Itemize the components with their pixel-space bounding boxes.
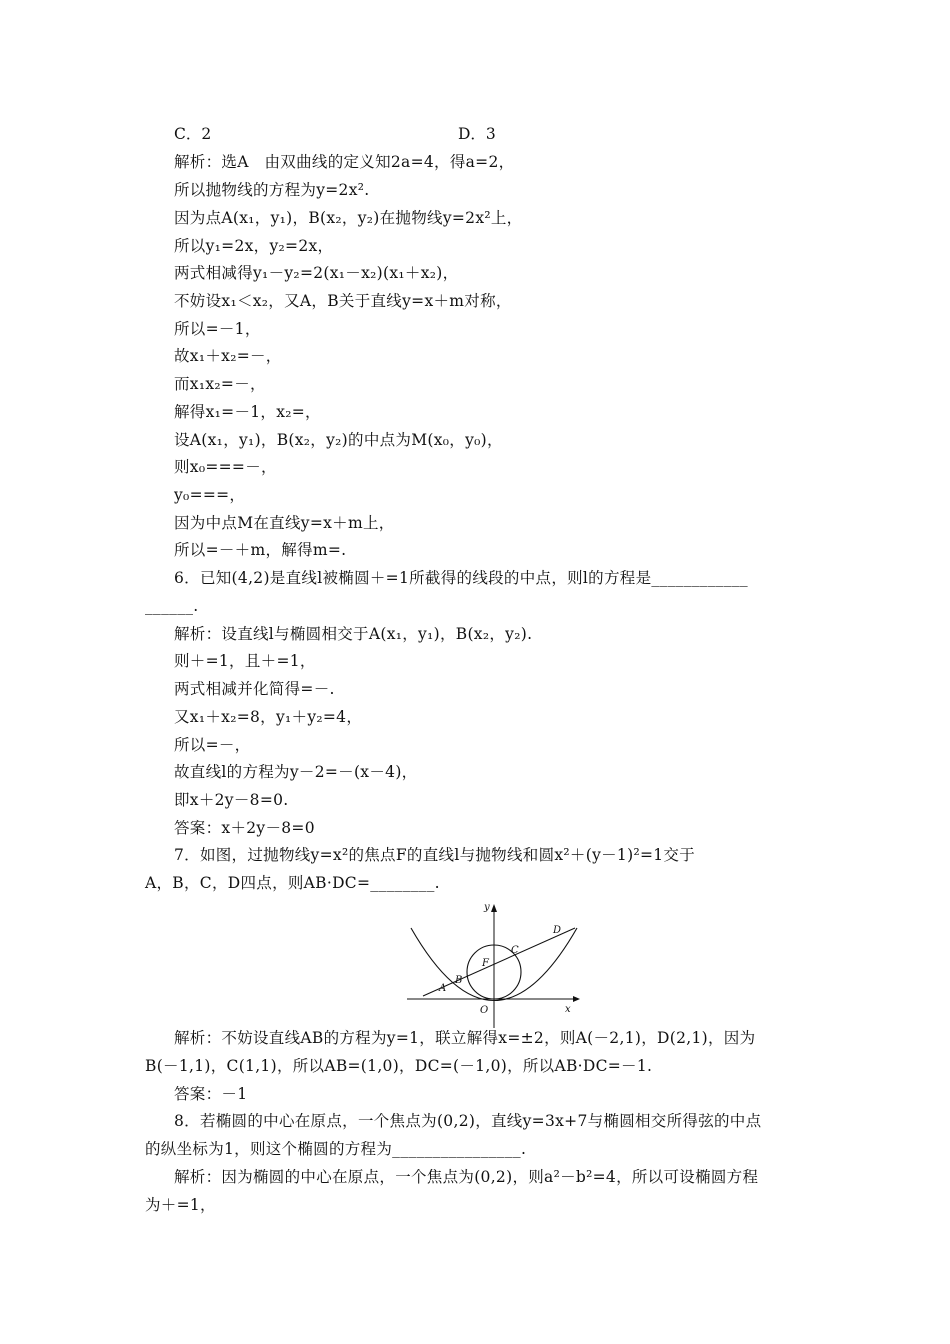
y-axis-label: y xyxy=(484,902,490,913)
focus-f-label: F xyxy=(482,958,489,969)
answer-line: 答案：x＋2y－8=0 xyxy=(174,819,315,837)
point-c-label: C xyxy=(511,945,519,956)
text-line: 因为中点M在直线y=x＋m上， xyxy=(174,514,395,532)
point-a-label: A xyxy=(439,983,447,994)
text-line: 两式相减并化简得=－. xyxy=(174,680,335,698)
text-line: 所以=－1， xyxy=(174,320,261,338)
origin-label: O xyxy=(480,1005,489,1016)
text-line: 又x₁＋x₂=8，y₁＋y₂=4， xyxy=(174,708,363,726)
text-line: 解析：选A 由双曲线的定义知2a=4，得a=2， xyxy=(174,153,515,171)
question-6-blank: ______. xyxy=(145,597,199,615)
question-6-line: 6．已知(4,2)是直线l被椭圆＋=1所截得的线段的中点，则l的方程是____________ xyxy=(174,569,748,587)
text-line: 设A(x₁，y₁)，B(x₂，y₂)的中点为M(x₀，y₀)， xyxy=(174,431,503,449)
text-line: 故直线l的方程为y－2=－(x－4)， xyxy=(174,763,418,781)
option-d: D．3 xyxy=(458,125,496,143)
text-line: 为＋=1， xyxy=(145,1196,216,1214)
answer-line: 答案：－1 xyxy=(174,1085,248,1103)
text-line: 而x₁x₂=－， xyxy=(174,375,266,393)
text-line: 即x＋2y－8=0. xyxy=(174,791,289,809)
text-line: 因为点A(x₁，y₁)，B(x₂，y₂)在抛物线y=2x²上， xyxy=(174,209,523,227)
text-line: 两式相减得y₁－y₂=2(x₁－x₂)(x₁＋x₂)， xyxy=(174,264,459,282)
text-line: y₀===， xyxy=(174,486,246,504)
text-line: 解析：不妨设直线AB的方程为y=1，联立解得x=±2，则A(－2,1)，D(2,1)，因为 xyxy=(174,1029,756,1047)
text-line: 所以抛物线的方程为y=2x². xyxy=(174,181,370,199)
question-8-line: 8．若椭圆的中心在原点，一个焦点为(0,2)，直线y=3x+7与椭圆相交所得弦的中点 xyxy=(174,1112,762,1130)
text-line: 则＋=1，且＋=1， xyxy=(174,652,316,670)
text-line: 所以=－＋m，解得m=. xyxy=(174,541,347,559)
text-line: 解析：因为椭圆的中心在原点，一个焦点为(0,2)，则a²－b²=4，所以可设椭圆方程 xyxy=(174,1168,759,1186)
option-c: C．2 xyxy=(174,125,212,143)
x-axis-label: x xyxy=(565,1004,571,1015)
y-axis-arrow xyxy=(491,904,497,912)
text-line: 所以=－， xyxy=(174,736,251,754)
x-axis-arrow xyxy=(573,996,580,1002)
parabola-circle-figure xyxy=(403,898,588,1034)
text-line: 故x₁＋x₂=－， xyxy=(174,347,282,365)
text-line: 则x₀===－， xyxy=(174,458,277,476)
point-d-label: D xyxy=(553,925,562,936)
point-b-label: B xyxy=(455,975,463,986)
question-8-line: 的纵坐标为1，则这个椭圆的方程为________________. xyxy=(145,1140,527,1158)
text-line: 解得x₁=－1，x₂=， xyxy=(174,403,321,421)
question-7-line: 7．如图，过抛物线y=x²的焦点F的直线l与抛物线和圆x²＋(y－1)²=1交于 xyxy=(174,846,696,864)
text-line: 所以y₁=2x，y₂=2x， xyxy=(174,237,334,255)
text-line: 解析：设直线l与椭圆相交于A(x₁，y₁)，B(x₂，y₂). xyxy=(174,625,533,643)
question-7-line: A，B，C，D四点，则AB·DC=________. xyxy=(145,874,440,892)
text-line: B(－1,1)，C(1,1)，所以AB=(1,0)，DC=(－1,0)，所以AB·DC=－1. xyxy=(145,1057,653,1075)
text-line: 不妨设x₁＜x₂，又A，B关于直线y=x＋m对称， xyxy=(174,292,512,310)
